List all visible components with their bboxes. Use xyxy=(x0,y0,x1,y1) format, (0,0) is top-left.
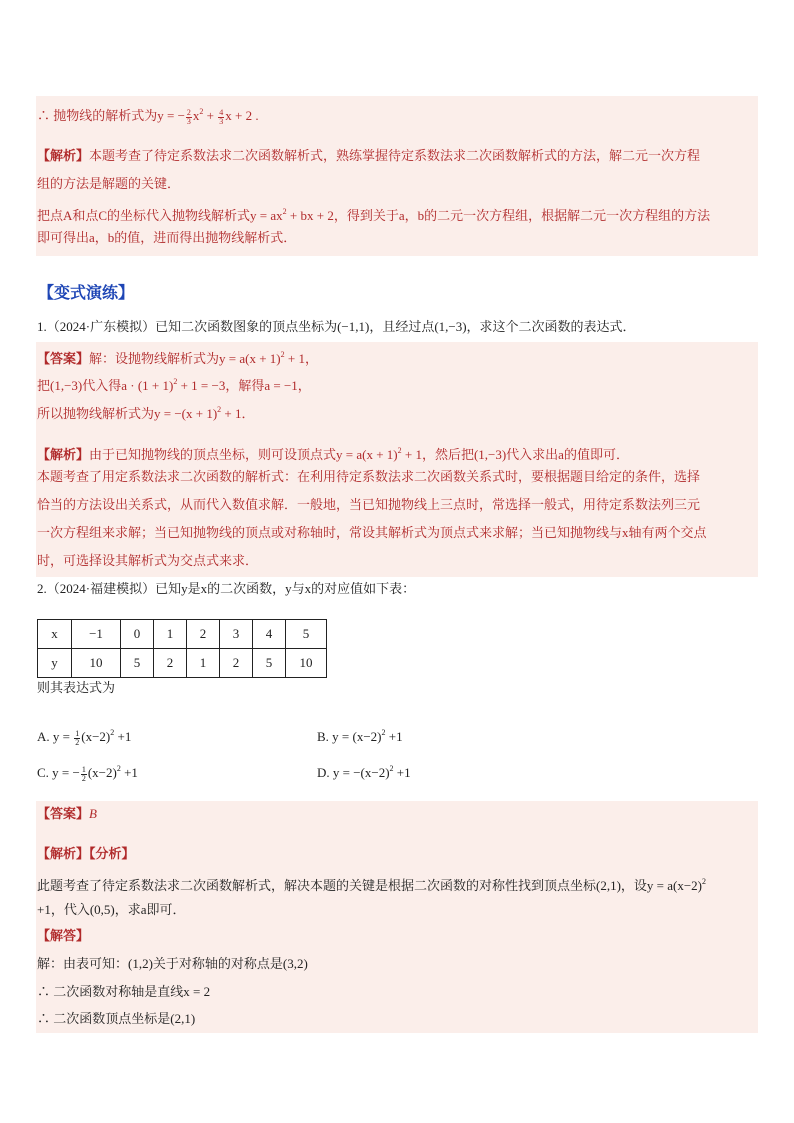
analysis-text: 本题考查了用定系数法求二次函数的解析式：在利用待定系数法求二次函数关系式时，要根据题目给定的条件，选择 xyxy=(37,469,701,484)
option-d[interactable]: D. $y = -(x-2)^2 +1$ xyxy=(317,764,411,780)
option-a[interactable]: A. y = $\frac{1}{2}$ $(x-2)^2 +1$ xyxy=(37,728,132,747)
table-cell: 2 xyxy=(220,649,253,678)
analysis-text: 把点A和点C的坐标代入抛物线解析式$y = ax^2$ + bx + 2，得到关于a，b的二元一次方程组，根据解二元一次方程组的方法 xyxy=(37,207,711,223)
answer-line: 把(1,−3)代入得$a \cdot (1 + 1)^2 + 1 = -3$，解得a = −1， xyxy=(37,377,311,393)
table-row-x xyxy=(38,620,327,649)
analysis-text: 一次方程组来求解；当已知抛物线的顶点或对称轴时，常设其解析式为顶点式来求解；当已知抛物线与x轴有两个交点 xyxy=(37,525,707,540)
fraction: $\frac{4}{3}$ xyxy=(219,107,224,126)
solution-text: ∴ 二次函数对称轴是直线x = 2 xyxy=(37,984,211,999)
table-cell: 5 xyxy=(286,620,327,649)
table-cell: 10 xyxy=(286,649,327,678)
table-cell: 2 xyxy=(187,620,220,649)
value-table xyxy=(37,619,327,678)
analysis-text: 此题考查了待定系数法求二次函数解析式，解决本题的关键是根据二次函数的对称性找到顶点坐标(2,1)，设$y = a(x-2)^2$ xyxy=(37,877,707,893)
analysis-text: 组的方法是解题的关键． xyxy=(37,176,181,191)
answer-line: 【答案】解：设抛物线解析式为$y = a(x + 1)^2 + 1$， xyxy=(37,350,318,366)
answer-line: 所以抛物线解析式为$y = -(x + 1)^2 + 1$． xyxy=(37,405,255,421)
analysis-tag: 【解析】 xyxy=(37,447,90,462)
table-cell: −1 xyxy=(72,620,121,649)
solution-text: 解：由表可知：(1,2)关于对称轴的对称点是(3,2) xyxy=(37,956,308,971)
table-cell: 0 xyxy=(121,620,154,649)
table-cell: 5 xyxy=(121,649,154,678)
analysis-text: 【解析】本题考查了待定系数法求二次函数解析式，熟练掌握待定系数法求二次函数解析式的方法，解二元一次方程 xyxy=(37,148,701,163)
analysis-text: 即可得出a，b的值，进而得出抛物线解析式． xyxy=(37,230,297,245)
table-cell: y xyxy=(38,649,72,678)
fraction: $\frac{1}{2}$ xyxy=(81,764,86,783)
table-cell: 10 xyxy=(72,649,121,678)
answer-line xyxy=(37,805,97,823)
table-cell: 2 xyxy=(154,649,187,678)
analysis-text: +1，代入(0,5)，求a即可． xyxy=(37,902,186,917)
fraction: $\frac{2}{3}$ xyxy=(186,107,191,126)
option-b[interactable]: B. $y = (x-2)^2 +1$ xyxy=(317,728,403,744)
table-cell: 4 xyxy=(253,620,286,649)
section-heading: 【变式演练】 xyxy=(38,283,135,302)
question-2: 2.（2024·福建模拟）已知y是x的二次函数，y与x的对应值如下表： xyxy=(37,581,416,596)
analysis-text: 恰当的方法设出关系式，从而代入数值求解．一般地，当已知抛物线上三点时，常选择一般式，用待定系数法列三元 xyxy=(37,497,701,512)
analysis-text: 时，可选择设其解析式为交点式来求． xyxy=(37,553,259,568)
table-cell: 5 xyxy=(253,649,286,678)
table-cell: 3 xyxy=(220,620,253,649)
answer-tag: 【答案】 xyxy=(37,806,90,821)
conclusion-line: ∴ 抛物线的解析式为y = − $\frac{2}{3}$ $x^2$ + $\frac{4}{3}$ x + 2 . xyxy=(37,107,259,126)
table-cell: 1 xyxy=(187,649,220,678)
solution-heading: 【解答】 xyxy=(37,928,90,943)
option-c[interactable]: C. y = − $\frac{1}{2}$ $(x-2)^2 +1$ xyxy=(37,764,138,783)
answer-value: B xyxy=(89,806,97,821)
analysis-tag: 【解析】 xyxy=(37,148,90,163)
answer-tag: 【答案】 xyxy=(37,351,90,366)
table-cell: x xyxy=(38,620,72,649)
question-prompt: 则其表达式为 xyxy=(37,680,116,695)
table-cell: 1 xyxy=(154,620,187,649)
question-1: 1.（2024·广东模拟）已知二次函数图象的顶点坐标为(−1,1)，且经过点(1,−3)，求这个二次函数的表达式． xyxy=(37,319,636,334)
table-row-y xyxy=(38,649,327,678)
solution-text: ∴ 二次函数顶点坐标是(2,1) xyxy=(37,1011,196,1026)
fraction: $\frac{1}{2}$ xyxy=(75,728,80,747)
analysis-heading: 【解析】【分析】 xyxy=(37,846,135,861)
analysis-text: 【解析】由于已知抛物线的顶点坐标，则可设顶点式$y = a(x + 1)^2 + 1$，然后把(1,−3)代入求出a的值即可． xyxy=(37,446,629,462)
